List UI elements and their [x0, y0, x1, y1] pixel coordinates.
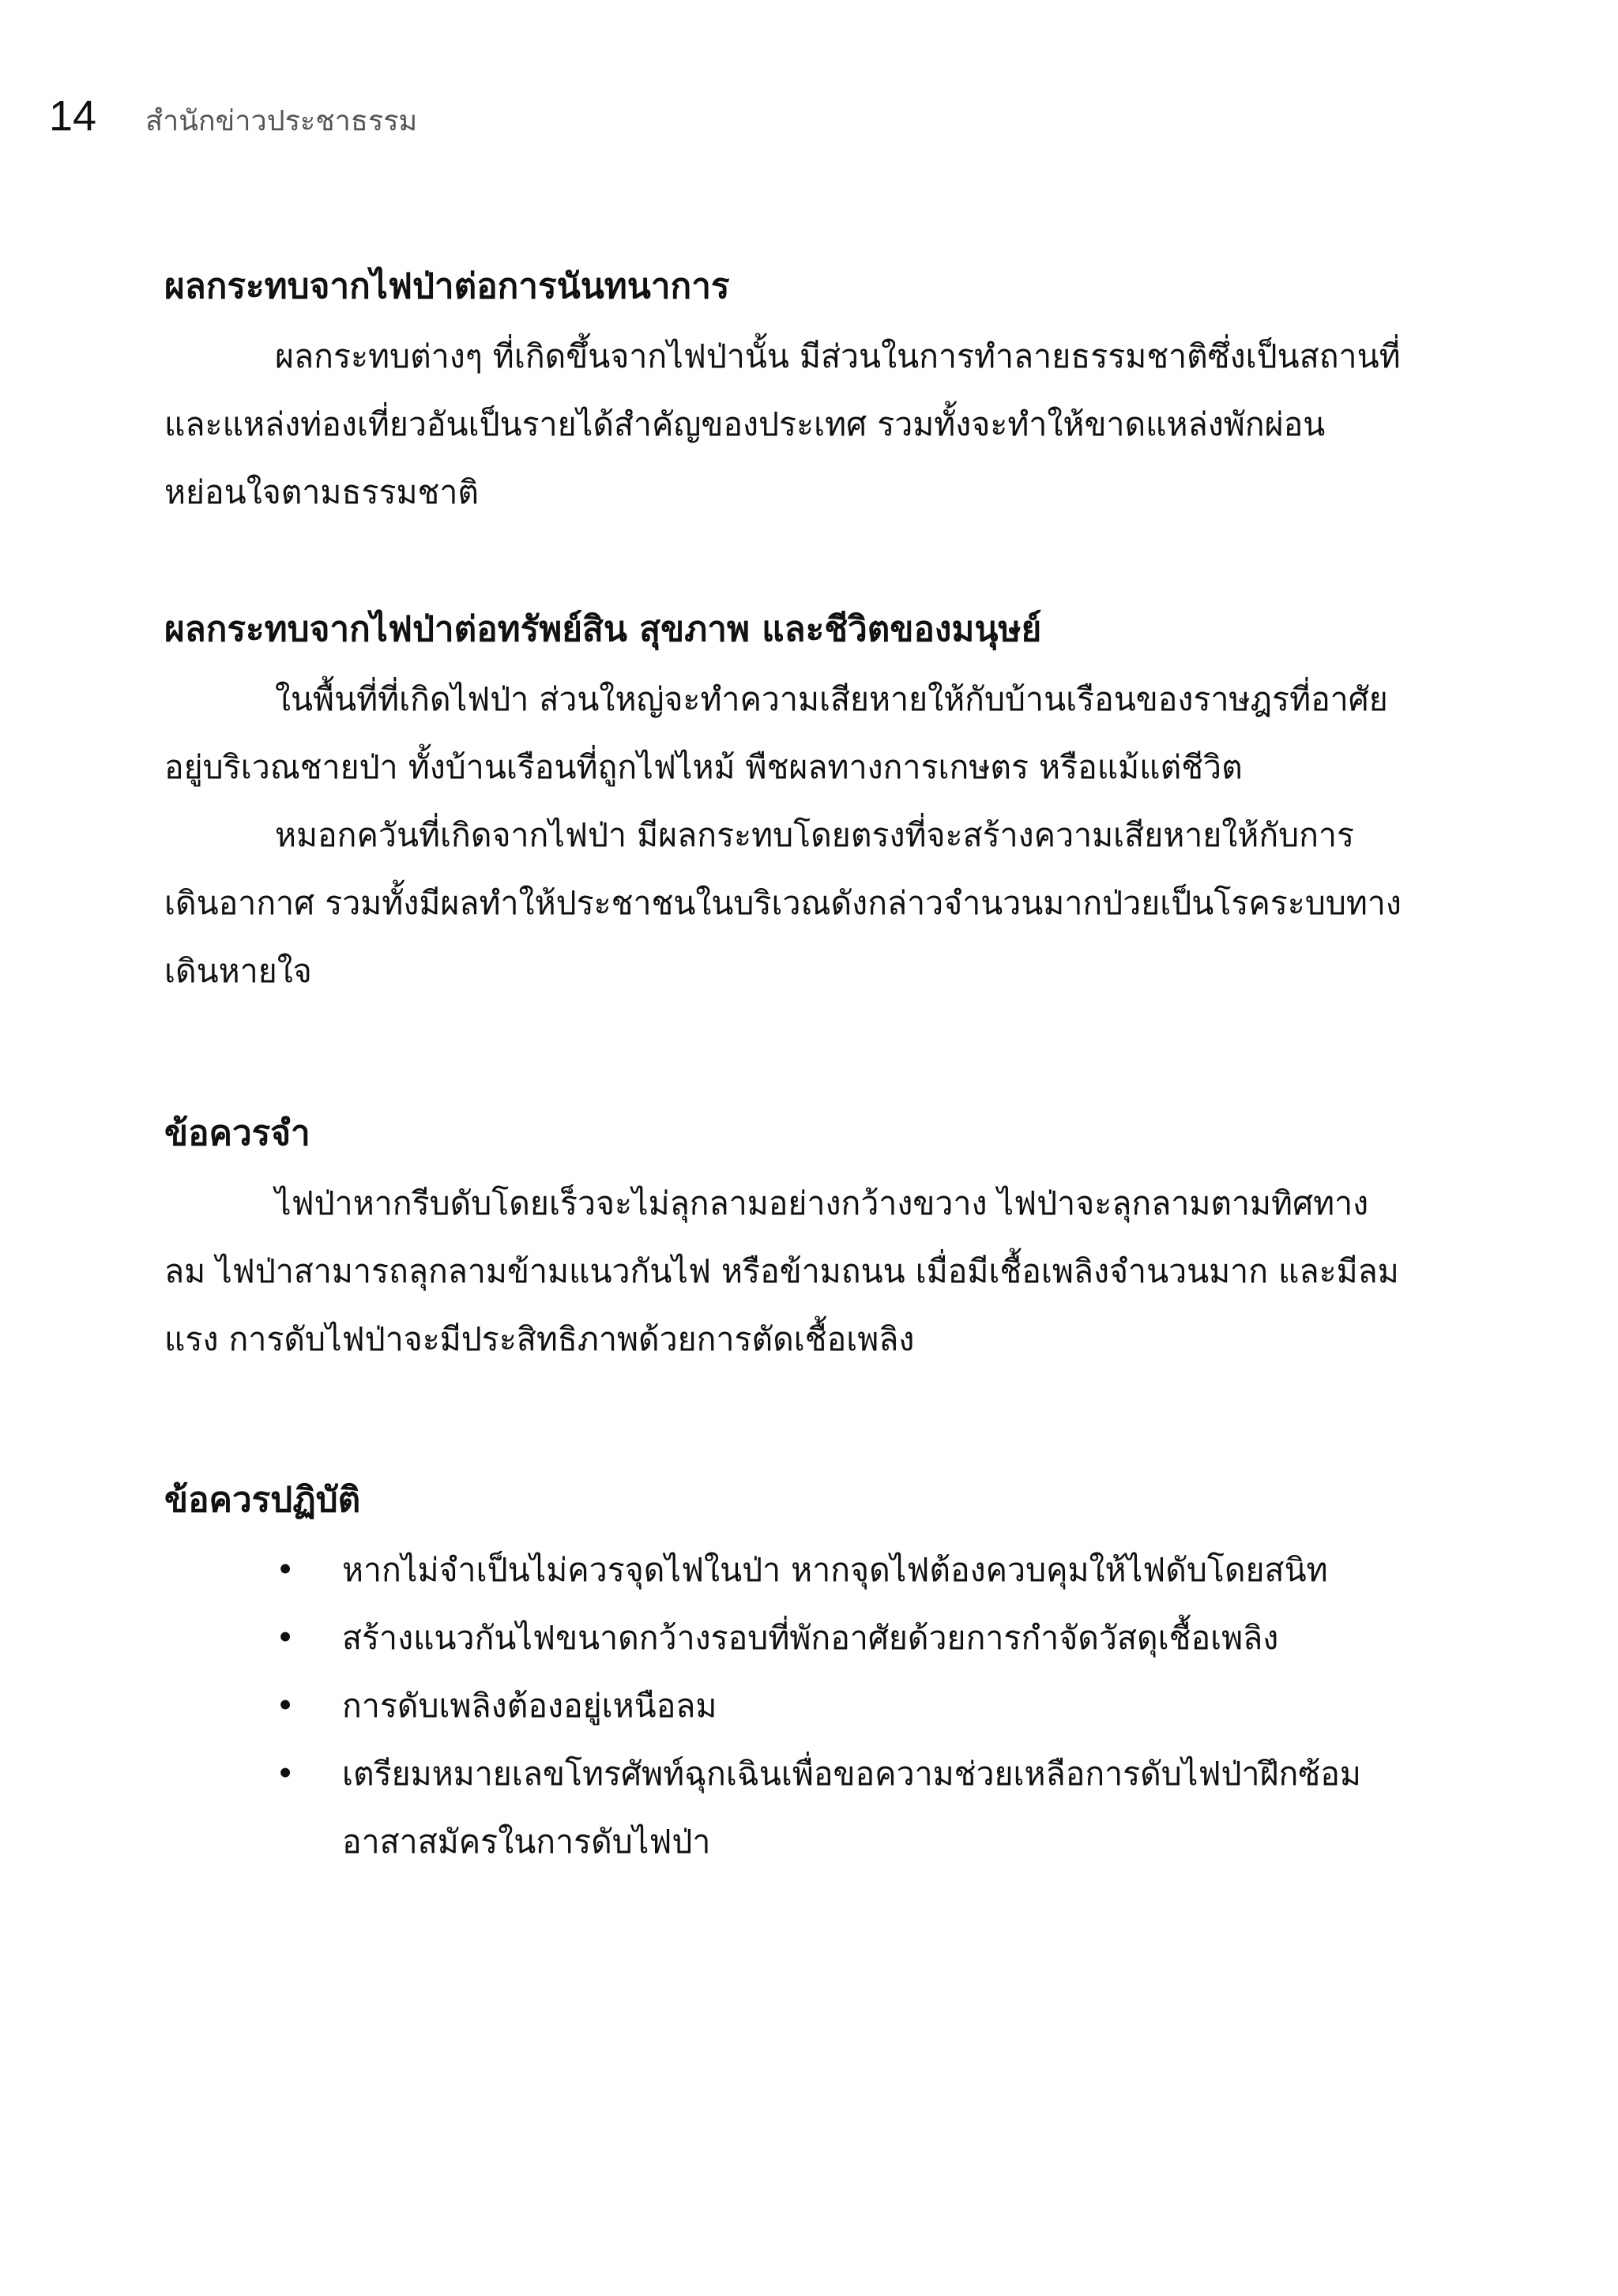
- section-heading: ข้อควรปฏิบัติ: [164, 1480, 361, 1520]
- section-heading: ผลกระทบจากไฟป่าต่อทรัพย์สิน สุขภาพ และชีวิตของมนุษย์: [164, 609, 1042, 649]
- guideline-list: [164, 1536, 1405, 1876]
- list-item-text: สร้างแนวกันไฟขนาดกว้างรอบที่พักอาศัยด้วยการกำจัดวัสดุเชื้อเพลิง: [342, 1619, 1279, 1657]
- section-guidelines: [164, 1465, 1405, 1876]
- section-heading: ข้อควรจำ: [164, 1113, 310, 1154]
- section-property-health-life-impact: [164, 594, 1405, 1005]
- list-item: [164, 1536, 1405, 1604]
- section-recreation-impact: [164, 251, 1405, 526]
- paragraph: หมอกควันที่เกิดจากไฟป่า มีผลกระทบโดยตรงที่จะสร้างความเสียหายให้กับการเดินอากาศ รวมทั้งมีผลทำให้ประชาชนในบริเวณดังกล่าวจำนวนมากป่วยเป็นโรคระบบทางเดินหายใจ: [164, 816, 1402, 990]
- paragraph: ไฟป่าหากรีบดับโดยเร็วจะไม่ลุกลามอย่างกว้างขวาง ไฟป่าจะลุกลามตามทิศทางลม ไฟป่าสามารถลุกลามข้ามแนวกันไฟ หรือข้ามถนน เมื่อมีเชื้อเพลิงจำนวนมาก และมีลมแรง การดับไฟป่าจะมีประสิทธิภาพด้วยการตัดเชื้อเพลิง: [164, 1184, 1399, 1358]
- running-header: [49, 92, 417, 143]
- bullet-icon: •: [276, 1551, 295, 1589]
- header-title: สำนักข่าวประชาธรรม: [145, 105, 418, 137]
- list-item-text: เตรียมหมายเลขโทรศัพท์ฉุกเฉินเพื่อขอความช่วยเหลือการดับไฟป่าฝึกซ้อมอาสาสมัครในการดับไฟป่า: [342, 1755, 1361, 1861]
- bullet-icon: •: [276, 1755, 295, 1793]
- bullet-icon: •: [276, 1619, 295, 1657]
- bullet-icon: •: [276, 1687, 295, 1725]
- list-item-text: หากไม่จำเป็นไม่ควรจุดไฟในป่า หากจุดไฟต้องควบคุมให้ไฟดับโดยสนิท: [342, 1551, 1328, 1589]
- list-item: [164, 1672, 1405, 1740]
- list-item-text: การดับเพลิงต้องอยู่เหนือลม: [342, 1687, 717, 1725]
- section-heading: ผลกระทบจากไฟป่าต่อการนันทนาการ: [164, 266, 730, 307]
- page-number: 14: [49, 92, 97, 140]
- section-things-to-remember: [164, 1098, 1405, 1373]
- list-item: [164, 1740, 1405, 1876]
- page-content: [164, 251, 1405, 1876]
- paragraph: ผลกระทบต่างๆ ที่เกิดขึ้นจากไฟป่านั้น มีส่วนในการทำลายธรรมชาติซึ่งเป็นสถานที่ และแหล่งท่องเที่ยวอันเป็นรายได้สำคัญของประเทศ รวมทั้งจะทำให้ขาดแหล่งพักผ่อนหย่อนใจตามธรรมชาติ: [164, 337, 1401, 511]
- list-item: [164, 1604, 1405, 1672]
- paragraph: ในพื้นที่ที่เกิดไฟป่า ส่วนใหญ่จะทำความเสียหายให้กับบ้านเรือนของราษฎรที่อาศัยอยู่บริเวณชายป่า ทั้งบ้านเรือนที่ถูกไฟไหม้ พืชผลทางการเกษตร หรือแม้แต่ชีวิต: [164, 680, 1388, 786]
